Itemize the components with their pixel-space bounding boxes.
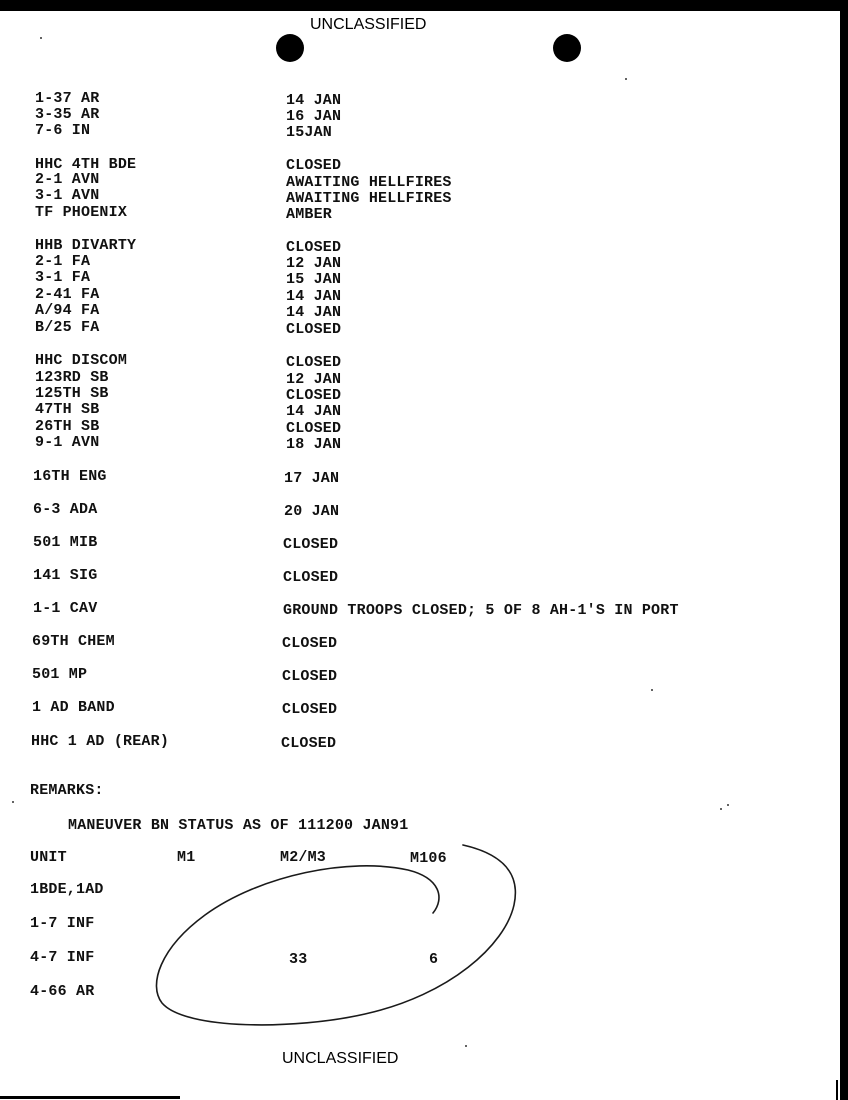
unit-name: 6-3 ADA <box>33 501 98 518</box>
unit-status: 12 JAN <box>286 255 342 272</box>
unit-name: 9-1 AVN <box>35 434 100 451</box>
header-classification: UNCLASSIFIED <box>310 16 427 33</box>
unit-status: CLOSED <box>286 321 342 338</box>
speck <box>727 804 729 806</box>
remarks-unit: 4-66 AR <box>30 983 95 1000</box>
unit-name: A/94 FA <box>35 302 100 319</box>
remarks-unit: 1-7 INF <box>30 915 95 932</box>
speck <box>40 37 42 39</box>
unit-name: 16TH ENG <box>33 468 107 485</box>
punch-hole-left <box>276 34 304 62</box>
unit-status: 16 JAN <box>286 108 342 125</box>
unit-name: 1-1 CAV <box>33 600 98 617</box>
unit-name: 141 SIG <box>33 567 98 584</box>
unit-name: HHC 1 AD (REAR) <box>31 733 170 750</box>
unit-status: AWAITING HELLFIRES <box>286 174 452 191</box>
unit-name: 3-1 FA <box>35 269 91 286</box>
unit-status: CLOSED <box>286 354 342 371</box>
remarks-label: REMARKS: <box>30 782 104 799</box>
speck <box>625 78 627 80</box>
unit-name: 2-1 FA <box>35 253 91 270</box>
unit-name: 7-6 IN <box>35 122 91 139</box>
unit-name: B/25 FA <box>35 319 100 336</box>
unit-name: 26TH SB <box>35 418 100 435</box>
unit-name: 123RD SB <box>35 369 109 386</box>
unit-name: 2-1 AVN <box>35 171 100 188</box>
unit-name: 2-41 FA <box>35 286 100 303</box>
unit-status: CLOSED <box>282 668 338 685</box>
scan-right-edge <box>840 0 848 1100</box>
unit-status: 15JAN <box>286 124 333 141</box>
unit-name: 125TH SB <box>35 385 109 402</box>
remarks-m106: 6 <box>429 951 439 968</box>
scan-right-edge-mark <box>836 1080 838 1100</box>
unit-status: CLOSED <box>286 157 342 174</box>
scan-bottom-edge <box>0 1096 180 1099</box>
remarks-unit: 4-7 INF <box>30 949 95 966</box>
unit-status: 14 JAN <box>286 288 342 305</box>
unit-name: 501 MIB <box>33 534 98 551</box>
unit-status: CLOSED <box>282 635 338 652</box>
unit-name: HHB DIVARTY <box>35 237 137 254</box>
header-unit: UNIT <box>30 849 67 866</box>
unit-name: 1 AD BAND <box>32 699 115 716</box>
unit-name: 3-1 AVN <box>35 187 100 204</box>
unit-status: 15 JAN <box>286 271 342 288</box>
unit-status: CLOSED <box>286 239 342 256</box>
unit-status: 12 JAN <box>286 371 342 388</box>
speck <box>12 801 14 803</box>
unit-status: CLOSED <box>286 420 342 437</box>
unit-status: GROUND TROOPS CLOSED; 5 OF 8 AH-1'S IN PORT <box>283 602 679 619</box>
scan-top-edge <box>0 0 848 11</box>
unit-status: 14 JAN <box>286 304 342 321</box>
speck <box>651 689 653 691</box>
unit-status: CLOSED <box>283 569 339 586</box>
unit-status: AMBER <box>286 206 333 223</box>
footer-classification: UNCLASSIFIED <box>282 1050 399 1067</box>
unit-status: 20 JAN <box>284 503 340 520</box>
unit-status: CLOSED <box>282 701 338 718</box>
remarks-subtitle: MANEUVER BN STATUS AS OF 111200 JAN91 <box>68 817 409 834</box>
unit-status: 14 JAN <box>286 92 342 109</box>
unit-name: HHC 4TH BDE <box>35 156 137 173</box>
remarks-unit: 1BDE,1AD <box>30 881 104 898</box>
header-m2m3: M2/M3 <box>280 849 327 866</box>
unit-name: 47TH SB <box>35 401 100 418</box>
header-m106: M106 <box>410 850 447 867</box>
unit-name: 501 MP <box>32 666 88 683</box>
unit-status: 18 JAN <box>286 436 342 453</box>
unit-name: TF PHOENIX <box>35 204 128 221</box>
unit-status: CLOSED <box>283 536 339 553</box>
unit-name: HHC DISCOM <box>35 352 128 369</box>
unit-status: AWAITING HELLFIRES <box>286 190 452 207</box>
unit-status: CLOSED <box>286 387 342 404</box>
speck <box>720 808 722 810</box>
unit-name: 69TH CHEM <box>32 633 115 650</box>
unit-name: 1-37 AR <box>35 90 100 107</box>
remarks-m2m3: 33 <box>289 951 308 968</box>
unit-status: 14 JAN <box>286 403 342 420</box>
punch-hole-right <box>553 34 581 62</box>
unit-name: 3-35 AR <box>35 106 100 123</box>
header-m1: M1 <box>177 849 196 866</box>
unit-status: 17 JAN <box>284 470 340 487</box>
unit-status: CLOSED <box>281 735 337 752</box>
speck <box>465 1045 467 1047</box>
